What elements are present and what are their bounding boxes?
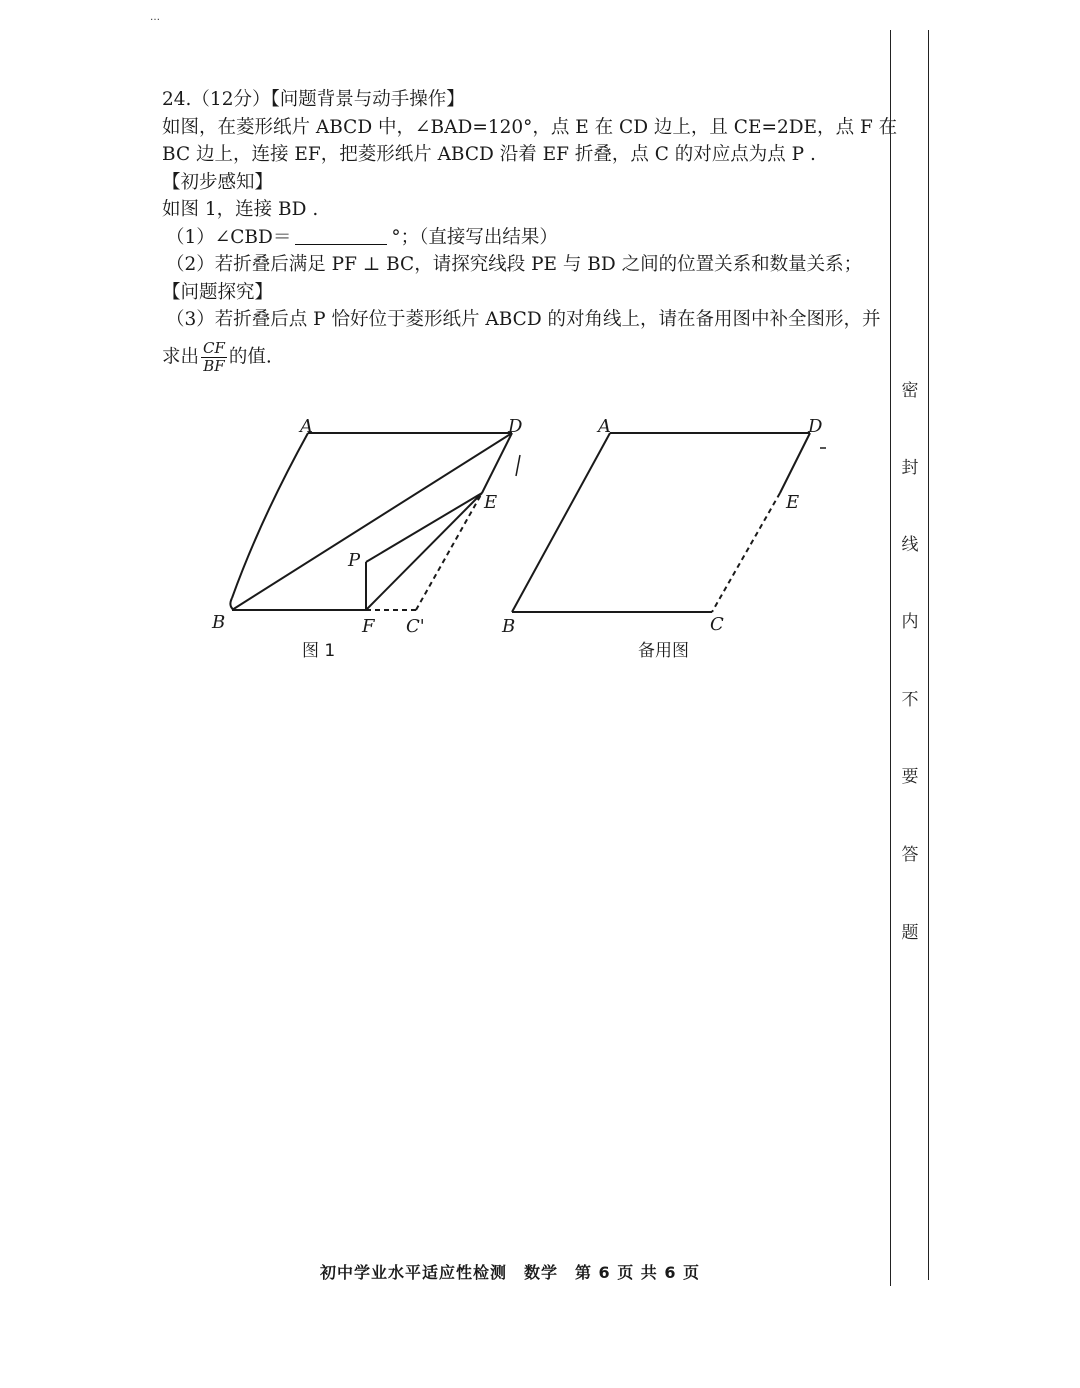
label-d-fig2: D: [808, 416, 823, 437]
seal-line-left: [890, 30, 891, 1286]
section-title-background: 【问题背景与动手操作】: [270, 89, 465, 110]
problem-number: 24.: [162, 89, 192, 110]
section-title-exploration: 【问题探究】: [162, 281, 274, 303]
edge-ce-dashed: [416, 493, 482, 610]
label-a-fig2: A: [598, 416, 611, 437]
seal-char-1: 密: [901, 381, 919, 401]
edge-ec-dashed-2: [712, 493, 780, 612]
label-b-fig1: B: [212, 612, 226, 633]
pencil-mark: [516, 455, 520, 476]
label-c-fig1: C': [406, 616, 425, 637]
label-b-fig2: B: [502, 616, 516, 637]
seal-char-4: 内: [901, 612, 919, 632]
seal-char-3: 线: [901, 535, 919, 555]
section-title-perception: 【初步感知】: [162, 171, 274, 193]
seal-char-6: 要: [901, 767, 919, 787]
edge-ab-2: [512, 433, 610, 612]
intro-line-2: BC 边上，连接 EF，把菱形纸片 ABCD 沿着 EF 折叠，点 C 的对应点为点 P .: [162, 144, 816, 165]
figure-2-caption: 备用图: [638, 641, 689, 661]
corner-mark: …: [150, 12, 161, 23]
question-2: （2）若折叠后满足 PF ⊥ BC，请探究线段 PE 与 BD 之间的位置关系和数量关系；: [166, 254, 863, 275]
edge-ab: [232, 433, 308, 598]
fraction-cf-bf: $\frac{CF}{BF}$: [203, 338, 225, 375]
label-d-fig1: D: [508, 416, 523, 437]
question-3-line-2: 求出 $\frac{CF}{BF}$ 的值.: [162, 338, 272, 375]
seal-line-right: [928, 30, 929, 1280]
seal-char-7: 答: [901, 845, 919, 865]
label-f-fig1: F: [362, 616, 375, 637]
problem-score: （12分）: [191, 89, 271, 110]
edge-de-2: [780, 433, 810, 493]
seal-char-2: 封: [901, 458, 919, 478]
label-e-fig2: E: [786, 492, 800, 513]
question-3-line-1: （3）若折叠后点 P 恰好位于菱形纸片 ABCD 的对角线上，请在备用图中补全图形，并: [166, 309, 881, 330]
page-footer: 初中学业水平适应性检测 数学 第 6 页 共 6 页: [319, 1263, 701, 1282]
figure-1-caption: 图 1: [302, 641, 336, 661]
figure-1-diagram: [230, 433, 520, 610]
question-1: （1）∠CBD＝ °；（直接写出结果）: [166, 226, 558, 248]
figure-2-diagram: [512, 433, 826, 612]
seal-char-8: 题: [901, 923, 919, 943]
label-p-fig1: P: [348, 550, 361, 571]
connect-line: 如图 1，连接 BD .: [162, 199, 319, 220]
intro-line-1: 如图，在菱形纸片 ABCD 中，∠BAD=120°，点 E 在 CD 边上，且 CE=2DE，点 F 在: [162, 116, 898, 138]
diagonal-bd: [232, 433, 512, 610]
label-e-fig1: E: [484, 492, 498, 513]
label-c-fig2: C: [710, 614, 724, 635]
label-a-fig1: A: [300, 416, 313, 437]
seal-char-5: 不: [901, 690, 919, 710]
